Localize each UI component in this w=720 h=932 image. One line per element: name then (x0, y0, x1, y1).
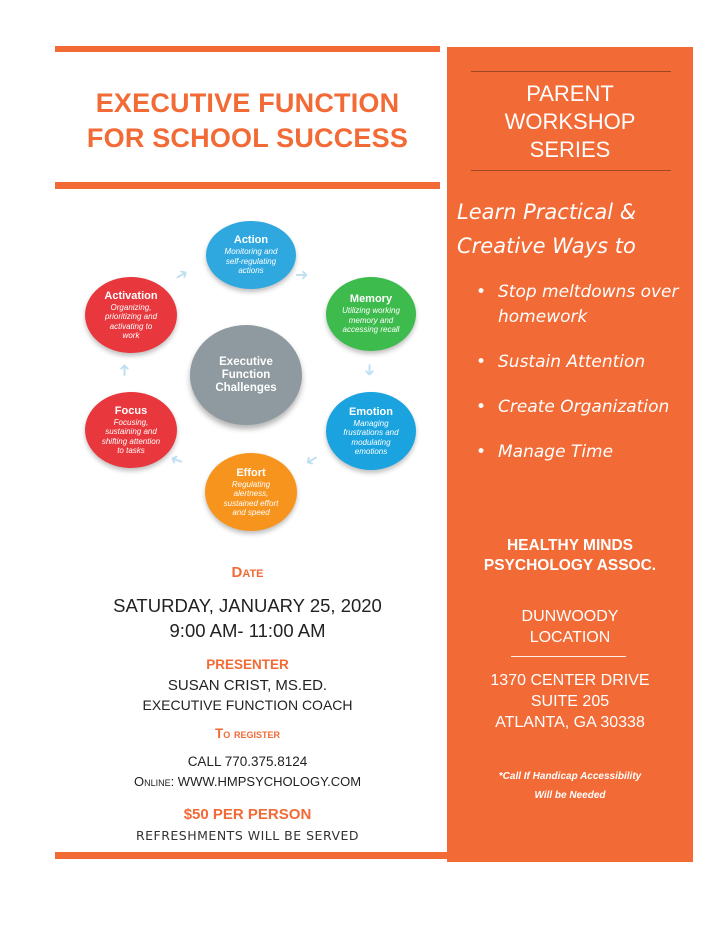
presenter-heading: PRESENTER (206, 657, 289, 672)
register-online: Online: WWW.HMPSYCHOLOGY.COM (133, 774, 362, 789)
title-line-1: EXECUTIVE FUNCTION (95, 88, 400, 118)
learn-line-1: Learn Practical & (457, 200, 637, 224)
price: $50 PER PERSON (183, 806, 312, 823)
series-line-2: WORKSHOP (504, 109, 636, 134)
accessibility-line-1: *Call If Handicap Accessibility (498, 771, 642, 782)
accessibility-note (447, 767, 693, 805)
presenter-name: SUSAN CRIST, MS.ED. (167, 677, 328, 694)
node-action (206, 221, 296, 289)
center-line-2: Function (221, 368, 271, 381)
cycle-arrow: ➜ (295, 267, 309, 284)
cycle-arrow: ➜ (171, 264, 193, 287)
node-desc: work (122, 331, 140, 340)
node-desc: emotions (354, 447, 388, 456)
title-bottom-bar (55, 182, 440, 189)
node-desc: sustained effort (223, 498, 279, 508)
series-line-1: PARENT (526, 81, 614, 106)
presenter-role: EXECUTIVE FUNCTION COACH (142, 697, 353, 713)
node-title: Effort (236, 466, 266, 479)
location-line-2: LOCATION (529, 629, 611, 646)
title-line-2: FOR SCHOOL SUCCESS (86, 123, 409, 153)
node-desc: Utilizing working (342, 306, 400, 316)
address-line-3: ATLANTA, GA 30338 (495, 714, 645, 731)
event-date: SATURDAY, JANUARY 25, 2020 (113, 595, 382, 616)
node-desc: to tasks (117, 446, 145, 455)
node-desc: frustrations and (343, 428, 399, 437)
org-line-2: PSYCHOLOGY ASSOC. (483, 557, 657, 574)
cycle-arrow: ➜ (301, 448, 322, 471)
cycle-arrow: ➜ (167, 449, 187, 470)
location-line-1: DUNWOODY (521, 608, 619, 625)
node-desc: Organizing, (110, 302, 152, 312)
node-desc: sustaining and (105, 427, 157, 436)
register-heading: To register (214, 726, 280, 741)
panel-divider-mid (471, 170, 671, 171)
center-line-3: Challenges (215, 381, 277, 394)
node-desc: memory and (348, 315, 394, 325)
node-activation (85, 277, 177, 353)
node-desc: and speed (232, 508, 270, 517)
benefit-item: • Stop meltdowns over homework (470, 280, 690, 330)
event-time: 9:00 AM- 11:00 AM (169, 620, 326, 641)
node-desc: modulating (351, 437, 391, 447)
center-circle (190, 325, 302, 425)
cycle-arrow: ➜ (360, 363, 378, 377)
node-desc: alertness, (233, 489, 269, 498)
node-title: Memory (349, 293, 393, 306)
cycle-arrow: ➜ (116, 363, 134, 377)
node-desc: Focusing, (113, 417, 149, 427)
top-bar (55, 46, 440, 52)
node-desc: accessing recall (342, 325, 400, 335)
node-desc: Managing (353, 418, 389, 428)
benefit-item: • Manage Time (470, 440, 690, 465)
node-effort (205, 453, 297, 531)
address (447, 670, 693, 733)
organization-name (447, 536, 693, 576)
workshop-series-heading (470, 80, 670, 164)
node-title: Focus (114, 404, 148, 417)
register-phone: CALL 770.375.8124 (187, 754, 308, 769)
org-line-1: HEALTHY MINDS (506, 537, 633, 554)
executive-function-diagram (80, 215, 430, 545)
date-heading: Date (231, 564, 264, 581)
node-desc: shifting attention (101, 436, 161, 446)
series-line-3: SERIES (529, 137, 611, 162)
address-line-2: SUITE 205 (530, 693, 610, 710)
benefit-item: • Sustain Attention (470, 350, 690, 375)
node-title: Activation (104, 289, 158, 302)
node-title: Emotion (349, 405, 393, 418)
node-memory (326, 277, 416, 351)
benefits-list (470, 280, 690, 485)
node-desc: prioritizing and (104, 312, 158, 321)
location-name (447, 606, 693, 648)
node-desc: activating to (109, 321, 153, 331)
node-focus (85, 392, 177, 468)
learn-line-2: Creative Ways to (457, 234, 636, 258)
node-emotion (326, 392, 416, 470)
benefit-item: • Create Organization (470, 395, 690, 420)
address-line-1: 1370 CENTER DRIVE (490, 672, 650, 689)
node-desc: Monitoring and (224, 247, 278, 257)
learn-heading (457, 195, 687, 263)
accessibility-line-2: Will be Needed (534, 790, 606, 801)
refreshments-note: REFRESHMENTS WILL BE SERVED (135, 828, 360, 843)
panel-divider-location (511, 656, 626, 657)
page-title (55, 86, 440, 156)
panel-divider-top (471, 71, 671, 72)
node-desc: actions (238, 266, 264, 276)
node-desc: Regulating (231, 479, 271, 489)
center-line-1: Executive (219, 355, 273, 368)
node-title: Action (233, 234, 269, 247)
node-desc: self-regulating (225, 256, 277, 266)
